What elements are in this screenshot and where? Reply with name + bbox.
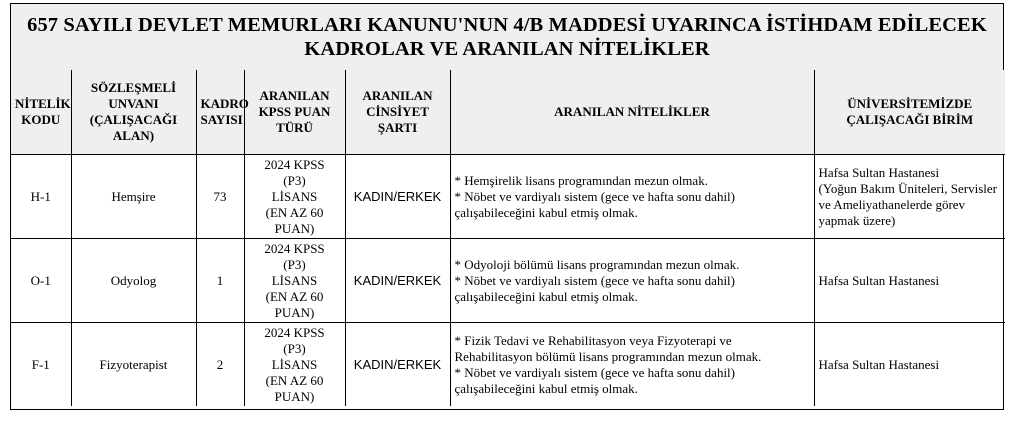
cell-kpss [244,239,345,323]
cell-kod: H-1 [11,155,71,239]
cell-nitelikler [450,323,814,407]
positions-table [11,70,1005,406]
cell-kadro: 73 [196,155,244,239]
birim-name: Hafsa Sultan Hastanesi [818,164,940,180]
cell-nitelikler [450,155,814,239]
header-birim: ÜNİVERSİTEMİZDE ÇALIŞACAĞI BİRİM [814,70,1005,155]
requirement-line: * Odyoloji bölümü lisans programından mezun olmak. [454,256,740,272]
requirement-line: * Hemşirelik lisans programından mezun olmak. [454,172,708,188]
header-kod: NİTELİK KODU [11,70,71,155]
header-nitelik: ARANILAN NİTELİKLER [450,70,814,155]
cell-nitelikler [450,239,814,323]
table-row [11,323,1005,407]
cell-kod: O-1 [11,239,71,323]
cell-kpss [244,155,345,239]
cell-birim [814,155,1005,239]
requirement-line: çalışabileceğini kabul etmiş olmak. [454,380,638,396]
kpss-line: (EN AZ 60 [265,372,324,388]
kpss-line: PUAN) [274,304,315,320]
title-line-2: KADROLAR VE ARANILAN NİTELİKLER [304,38,710,60]
requirement-line: * Fizik Tedavi ve Rehabilitasyon veya Fizyoterapi ve [454,332,732,348]
requirement-line: * Nöbet ve vardiyalı sistem (gece ve hafta sonu dahil) [454,188,735,204]
kpss-line: LİSANS [271,272,318,288]
kpss-line: (P3) [283,172,306,188]
kpss-line: LİSANS [271,356,318,372]
requirement-line: * Nöbet ve vardiyalı sistem (gece ve hafta sonu dahil) [454,364,735,380]
cell-kpss [244,323,345,407]
kpss-line: 2024 KPSS [264,156,325,172]
birim-name: Hafsa Sultan Hastanesi [818,272,940,288]
kpss-line: LİSANS [271,188,318,204]
birim-detail: (Yoğun Bakım Üniteleri, Servisler ve Ameliyathanelerde görev yapmak üzere) [818,180,997,228]
header-unvan: SÖZLEŞMELİ UNVANI (ÇALIŞACAĞI ALAN) [71,70,196,155]
kpss-line: PUAN) [274,220,315,236]
kpss-line: 2024 KPSS [264,324,325,340]
staffing-table-document [10,3,1004,410]
cell-kod: F-1 [11,323,71,407]
requirement-line: çalışabileceğini kabul etmiş olmak. [454,288,638,304]
header-cinsiyet: ARANILAN CİNSİYET ŞARTI [345,70,450,155]
table-row [11,239,1005,323]
cell-cinsiyet: KADIN/ERKEK [345,239,450,323]
document-title [11,4,1003,71]
kpss-line: (P3) [283,256,306,272]
title-line-1: 657 SAYILI DEVLET MEMURLARI KANUNU'NUN 4/B MADDESİ UYARINCA İSTİHDAM EDİLECEK [27,14,987,36]
cell-unvan: Fizyoterapist [71,323,196,407]
cell-kadro: 2 [196,323,244,407]
table-row [11,155,1005,239]
cell-cinsiyet: KADIN/ERKEK [345,323,450,407]
header-kpss: ARANILAN KPSS PUAN TÜRÜ [244,70,345,155]
header-kadro: KADRO SAYISI [196,70,244,155]
requirement-line: * Nöbet ve vardiyalı sistem (gece ve hafta sonu dahil) [454,272,735,288]
cell-unvan: Odyolog [71,239,196,323]
birim-name: Hafsa Sultan Hastanesi [818,356,940,372]
kpss-line: PUAN) [274,388,315,404]
cell-kadro: 1 [196,239,244,323]
table-header-row [11,70,1005,155]
requirement-line: çalışabileceğini kabul etmiş olmak. [454,204,638,220]
cell-cinsiyet: KADIN/ERKEK [345,155,450,239]
cell-birim [814,239,1005,323]
kpss-line: 2024 KPSS [264,240,325,256]
kpss-line: (EN AZ 60 [265,204,324,220]
kpss-line: (EN AZ 60 [265,288,324,304]
kpss-line: (P3) [283,340,306,356]
requirement-line: Rehabilitasyon bölümü lisans programından mezun olmak. [454,348,762,364]
cell-birim [814,323,1005,407]
cell-unvan: Hemşire [71,155,196,239]
